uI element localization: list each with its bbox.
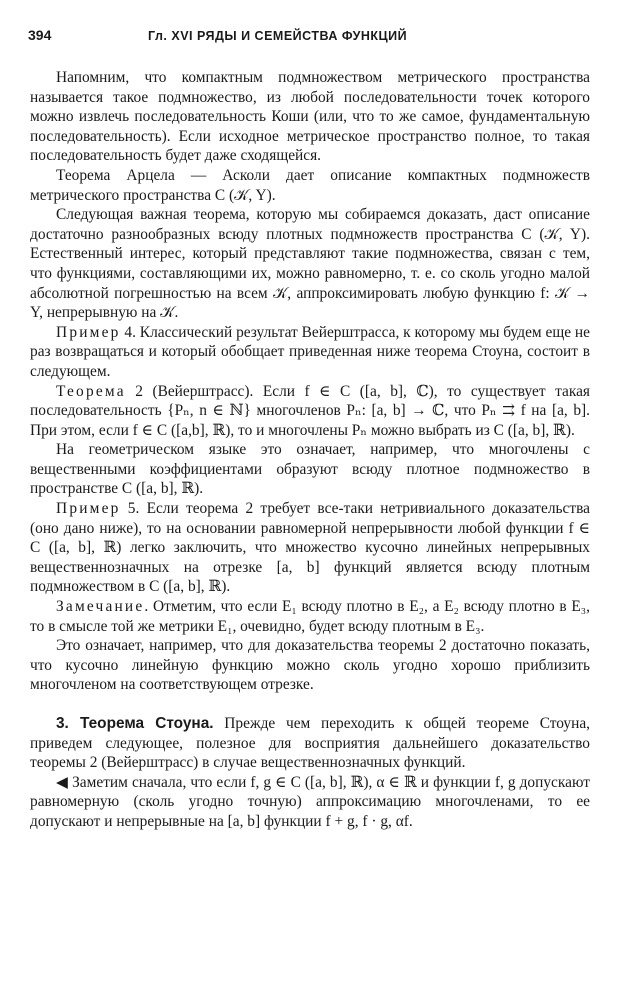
paragraph-text: 5. Если теорема 2 требует все-таки нетривиального доказательства (оно дано ниже), то на основании равномерной непрерывности любой функции f ∈ C ([a, b], ℝ) легко заключить, что множество кусочно линейных непрерывных вещественнозначных на отрезке [a, b] функций является всюду плотным подмножеством в C ([a, b], ℝ). bbox=[30, 500, 590, 596]
paragraph bbox=[30, 68, 590, 166]
paragraph-text: 4. Классический результат Вейерштрасса, к которому мы будем еще не раз возвращаться и который обобщает приведенная ниже теорема Стоуна, состоит в следующем. bbox=[30, 323, 590, 380]
example-lead: Пример bbox=[56, 500, 121, 518]
section-heading: 3. Теорема Стоуна. bbox=[56, 715, 214, 732]
paragraph bbox=[30, 440, 590, 499]
theorem-lead: Теорема bbox=[56, 382, 126, 400]
paragraph-text: Прежде чем переходить к общей теореме Стоуна, приведем следующее, полезное для восприятия дальнейшего доказательство теоремы 2 (Вейерштрасс) в случае вещественнозначных функций. bbox=[30, 715, 590, 772]
paragraph-text: . Отметим, что если E₁ всюду плотно в E₂, а E₂ всюду плотно в E₃, то в смысле той же метрики E₁, очевидно, будет всюду плотным в E₃. bbox=[30, 598, 590, 635]
example-lead: Пример bbox=[56, 323, 121, 341]
paragraph bbox=[30, 205, 590, 323]
remark-lead: Замечание bbox=[56, 598, 145, 616]
paragraph-text: Следующая важная теорема, которую мы собираемся доказать, даст описание достаточно разнообразных всюду плотных подмножеств пространства C (𝒦, Y). Естественный интерес, который представляют такие подмножества, связан с тем, что функциями, составляющими их, можно равномерно, т. е. со сколь угодно малой абсолютной погрешностью на всем 𝒦, аппроксимировать любую функцию f: 𝒦 → Y, непрерывную на 𝒦. bbox=[30, 206, 590, 322]
paragraph bbox=[30, 773, 590, 832]
paragraph-text: На геометрическом языке это означает, например, что многочлены с вещественными коэффициентами образуют всюду плотное подмножество в пространстве C ([a, b], ℝ). bbox=[30, 441, 590, 498]
paragraph-text: Это означает, например, что для доказательства теоремы 2 достаточно показать, что кусочно линейную функцию можно сколь угодно хорошо приблизить многочленом на соответствующем отрезке. bbox=[30, 637, 590, 694]
running-title: Гл. XVI РЯДЫ И СЕМЕЙСТВА ФУНКЦИЙ bbox=[148, 29, 408, 43]
remark-paragraph bbox=[30, 597, 590, 636]
page-body bbox=[30, 68, 590, 832]
theorem-paragraph bbox=[30, 382, 590, 441]
page-number: 394 bbox=[28, 27, 52, 43]
paragraph-text: Теорема Арцела — Асколи дает описание компактных подмножеств метрического пространства C (𝒦, Y). bbox=[30, 166, 590, 204]
paragraph-text: Напомним, что компактным подмножеством метрического пространства называется такое подмножество, из любой последовательности точек которого можно извлечь последовательность Коши (или, что то же самое, фундаментальную последовательность). Если исходное метрическое пространство полное, то такая последовательность будет даже сходящейся. bbox=[30, 69, 590, 165]
paragraph-text: ◀ Заметим сначала, что если f, g ∈ C ([a, b], ℝ), α ∈ ℝ и функции f, g допускают равномерную (сколь угодно точную) аппроксимацию многочленами, то ее допускают и непрерывные на [a, b] функции f + g, f · g, αf. bbox=[30, 773, 590, 830]
example-paragraph bbox=[30, 499, 590, 597]
section-paragraph bbox=[30, 714, 590, 773]
paragraph-text: 2 (Вейерштрасс). Если f ∈ C ([a, b], ℂ), то существует такая последовательность {Pₙ, n ∈ ℕ} многочленов Pₙ: [a, b] → ℂ, что Pₙ ⇉ f на [a, b]. При этом, если f ∈ C ([a,b], ℝ), то и многочлены Pₙ можно выбрать из C ([a, b], ℝ). bbox=[30, 382, 590, 439]
page-header bbox=[28, 27, 600, 47]
paragraph bbox=[30, 166, 590, 205]
paragraph bbox=[30, 636, 590, 695]
example-paragraph bbox=[30, 323, 590, 382]
